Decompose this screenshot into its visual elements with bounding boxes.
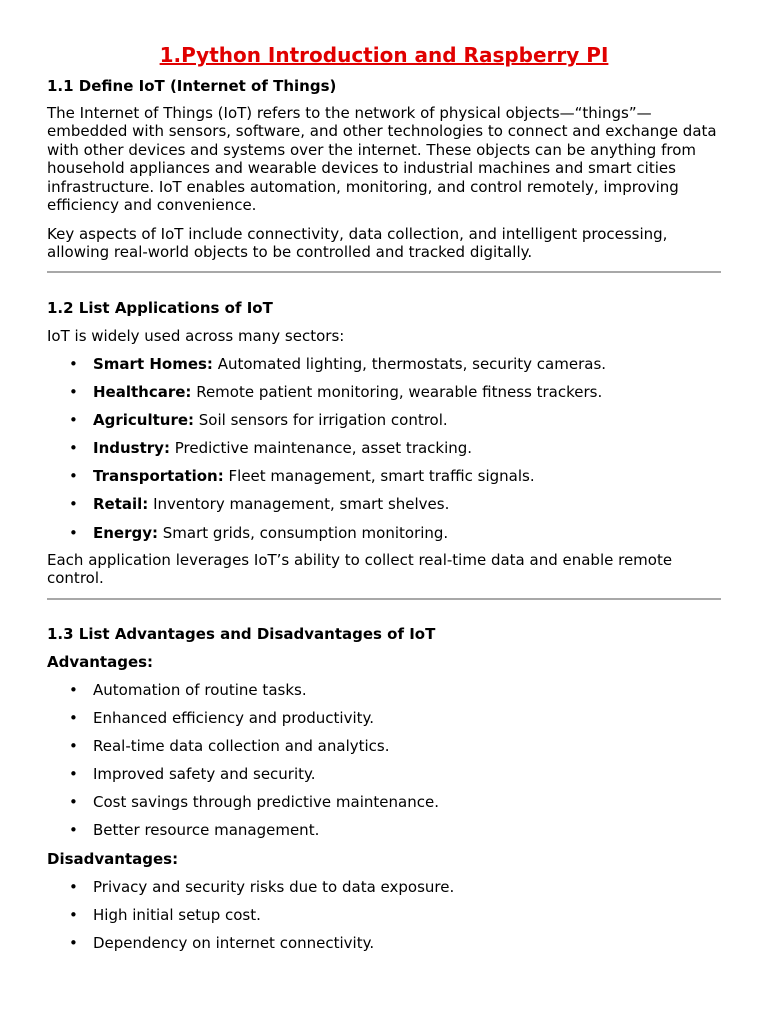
application-description: Predictive maintenance, asset tracking. [169,439,473,458]
application-description: Inventory management, smart shelves. [148,495,450,514]
application-term: Industry: [93,439,170,458]
disadvantages-label: Disadvantages: [47,850,179,868]
list-item [47,383,727,411]
bullet-icon: • [69,821,78,840]
advantage-text: Improved safety and security. [93,765,316,784]
bullet-icon: • [69,383,78,402]
bullet-icon: • [69,467,78,486]
bullet-icon: • [69,523,78,542]
advantage-text: Better resource management. [93,821,320,840]
list-item [47,793,727,821]
application-description: Remote patient monitoring, wearable fitness trackers. [191,383,603,402]
list-item [47,906,727,934]
section-divider-2 [47,598,721,600]
list-item [47,355,727,383]
bullet-icon: • [69,934,78,953]
disadvantage-text: High initial setup cost. [93,906,261,925]
bullet-icon: • [69,709,78,728]
advantage-text: Enhanced efficiency and productivity. [93,709,375,728]
application-term: Retail: [93,495,149,514]
bullet-icon: • [69,495,78,514]
list-item [47,765,727,793]
disadvantages-list [47,878,727,962]
list-item [47,934,727,962]
section-1-3-heading: 1.3 List Advantages and Disadvantages of IoT [47,625,436,643]
list-item [47,821,727,849]
advantages-label: Advantages: [47,653,154,671]
section-1-2-intro: IoT is widely used across many sectors: [47,327,345,345]
list-item [47,737,727,765]
section-1-1-heading: 1.1 Define IoT (Internet of Things) [47,77,337,95]
bullet-icon: • [69,355,78,373]
bullet-icon: • [69,439,78,458]
application-term: Transportation: [93,467,224,486]
advantage-text: Automation of routine tasks. [93,681,307,699]
bullet-icon: • [69,737,78,756]
bullet-icon: • [69,878,78,896]
application-description: Soil sensors for irrigation control. [194,411,448,430]
bullet-icon: • [69,906,78,925]
section-1-2-outro: Each application leverages IoT’s ability to collect real-time data and enable remote control. [47,551,673,588]
page-title: 1.Python Introduction and Raspberry PI [159,43,609,67]
list-item [47,524,727,552]
list-item [47,709,727,737]
advantages-list [47,681,727,850]
bullet-icon: • [69,765,78,784]
disadvantage-text: Dependency on internet connectivity. [93,934,375,953]
advantage-text: Real-time data collection and analytics. [93,737,390,756]
application-term: Energy: [93,523,159,542]
application-description: Automated lighting, thermostats, security cameras. [212,355,607,373]
section-1-1-paragraph-2: Key aspects of IoT include connectivity, data collection, and intelligent processing, allowing real-world objects to be controlled and tracked digitally. [47,225,668,262]
application-term: Agriculture: [93,411,195,430]
section-divider-1 [47,271,721,273]
list-item [47,439,727,467]
bullet-icon: • [69,411,78,430]
list-item [47,467,727,495]
advantage-text: Cost savings through predictive maintenance. [93,793,439,812]
bullet-icon: • [69,793,78,812]
section-1-2-heading: 1.2 List Applications of IoT [47,299,273,317]
application-description: Fleet management, smart traffic signals. [223,467,535,486]
application-term: Healthcare: [93,383,192,402]
disadvantage-text: Privacy and security risks due to data exposure. [93,878,455,896]
application-term: Smart Homes: [93,355,213,373]
list-item [47,681,727,709]
applications-list [47,355,727,552]
application-description: Smart grids, consumption monitoring. [158,523,449,542]
list-item [47,495,727,523]
list-item [47,411,727,439]
bullet-icon: • [69,681,78,699]
section-1-1-paragraph-1: The Internet of Things (IoT) refers to the network of physical objects—“things”— embedded with sensors, software, and other technologies to connect and exchange data with other devices and systems over the internet. These objects can be anything from household appliances and wearable devices to industrial machines and smart cities infrastructure. IoT enables automation, monitoring, and control remotely, improving efficiency and convenience. [47,104,717,215]
list-item [47,878,727,906]
